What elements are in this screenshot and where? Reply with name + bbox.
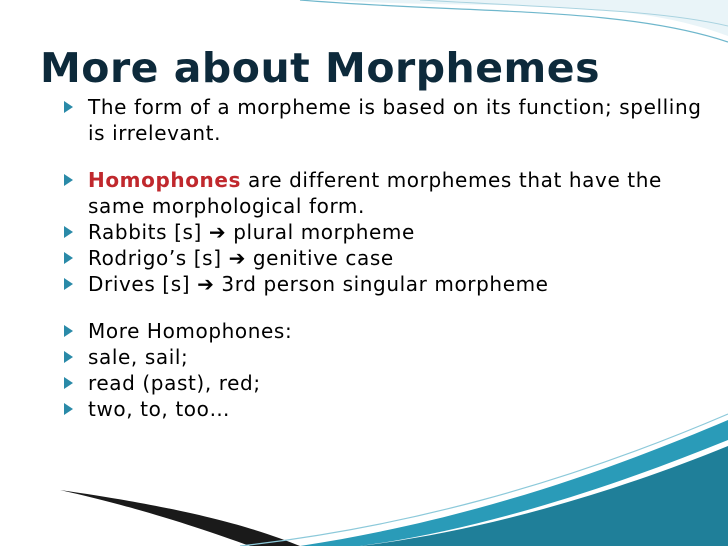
bullet-item <box>64 370 704 396</box>
homophones-term: Homophones <box>88 168 242 192</box>
right-triangle-icon <box>64 226 73 238</box>
bullet-text: The form of a morpheme is based on its function; spelling is irrelevant. <box>88 95 702 145</box>
bullet-text: genitive case <box>245 246 394 270</box>
bullet-text: plural morpheme <box>226 220 415 244</box>
right-triangle-icon <box>64 325 73 337</box>
bullet-list <box>64 94 704 422</box>
right-triangle-icon <box>64 174 73 186</box>
bullet-text: are different morphemes that have the same morphological form. <box>88 168 662 218</box>
right-arrow-icon: ➔ <box>228 246 246 270</box>
right-triangle-icon <box>64 351 73 363</box>
right-arrow-icon: ➔ <box>197 272 215 296</box>
right-triangle-icon <box>64 101 73 113</box>
bullet-item <box>64 396 704 422</box>
right-triangle-icon <box>64 377 73 389</box>
bullet-text: 3rd person singular morpheme <box>214 272 549 296</box>
bullet-item <box>64 167 704 219</box>
slide-title: More about Morphemes <box>40 44 600 92</box>
right-triangle-icon <box>64 278 73 290</box>
bullet-item <box>64 219 704 245</box>
bullet-item <box>64 245 704 271</box>
bullet-item <box>64 318 704 344</box>
bullet-text: Rodrigo’s [s] <box>88 246 229 270</box>
bullet-item <box>64 271 704 297</box>
bullet-text: Drives [s] <box>88 272 198 296</box>
bullet-item <box>64 94 704 146</box>
bullet-text: Rabbits [s] <box>88 220 209 244</box>
right-arrow-icon: ➔ <box>208 220 227 244</box>
bullet-text: : <box>284 319 293 343</box>
bullet-text: two, to, too… <box>88 397 231 421</box>
right-triangle-icon <box>64 403 73 415</box>
bullet-text: read (past), red; <box>88 371 261 395</box>
bullet-item <box>64 344 704 370</box>
right-triangle-icon <box>64 252 73 264</box>
more-homophones-heading: More Homophones <box>88 319 285 343</box>
bullet-text: sale, sail; <box>88 345 189 369</box>
